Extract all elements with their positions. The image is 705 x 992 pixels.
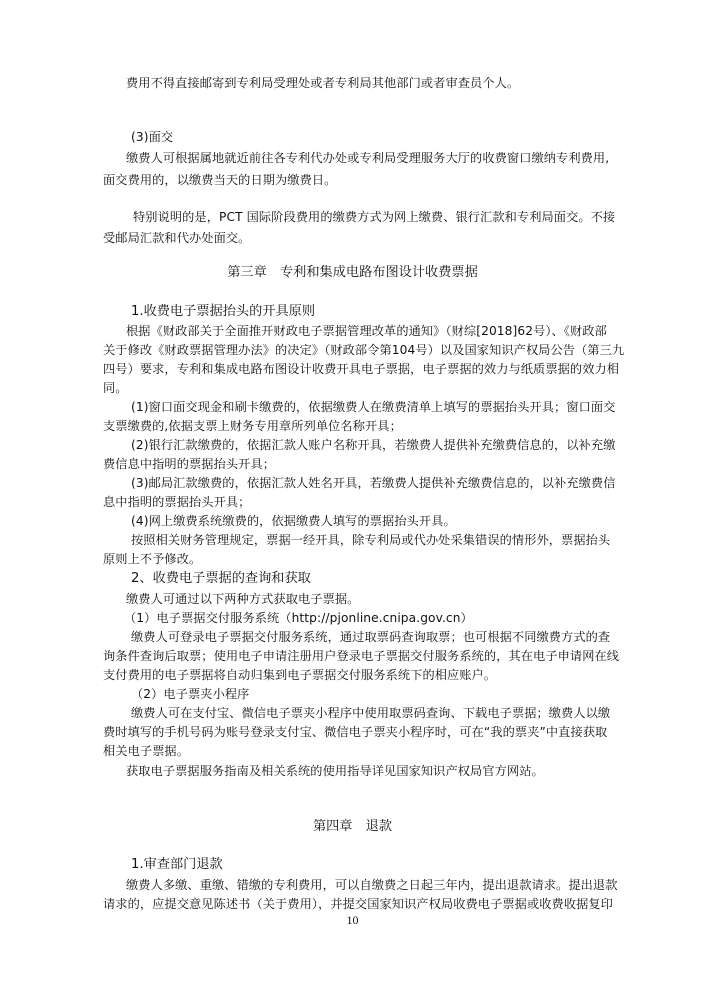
text-line: (3)面交	[131, 130, 174, 144]
text-line: （1）电子票据交付服务系统（http://pjonline.cnipa.gov.cn）	[124, 611, 473, 625]
text-line: 缴费人可根据属地就近前往各专利代办处或专利局受理服务大厅的收费窗口缴纳专利费用,	[126, 151, 610, 165]
section-heading: 1.审查部门退款	[131, 857, 223, 872]
chapter-heading: 第四章 退款	[312, 819, 393, 834]
text-line: 支付费用的电子票据将自动归集到电子票据交付服务系统下的相应账户。	[103, 668, 497, 682]
text-line: 关于修改《财政票据管理办法》的决定》（财政部令第104号）以及国家知识产权局公告（第三九	[103, 343, 625, 357]
text-line: 根据《财政部关于全面推开财政电子票据管理改革的通知》（财综[2018]62号）、《财政部	[126, 324, 607, 338]
section-heading: 2、收费电子票据的查询和获取	[131, 571, 311, 586]
text-line: （2）电子票夹小程序	[131, 687, 250, 701]
text-line: (3)邮局汇款缴费的，依据汇款人姓名开具，若缴费人提供补充缴费信息的，以补充缴费信	[131, 476, 616, 490]
text-line: 息中指明的票据抬头开具；	[103, 495, 251, 509]
text-line: (4)网上缴费系统缴费的，依据缴费人填写的票据抬头开具。	[131, 514, 456, 528]
text-line: 同。	[103, 381, 128, 395]
text-line: 费信息中指明的票据抬头开具；	[103, 457, 276, 471]
text-line: 获取电子票据服务指南及相关系统的使用指导详见国家知识产权局官方网站。	[126, 764, 544, 778]
text-line: 原则上不予修改。	[103, 552, 202, 566]
text-line: 费时填写的手机号码为账号登录支付宝、微信电子票夹小程序时，可在“我的票夹”中直接获取	[103, 725, 608, 739]
text-line: 相关电子票据。	[103, 744, 190, 758]
text-line: 受邮局汇款和代办处面交。	[103, 231, 251, 245]
text-line: 支票缴费的,依据支票上财务专用章所列单位名称开具；	[103, 419, 402, 433]
text-line: 缴费人可登录电子票据交付服务系统，通过取票码查询取票；也可根据不同缴费方式的查	[131, 630, 611, 644]
page-number: 10	[346, 913, 359, 927]
text-line: 四号）要求，专利和集成电路布图设计收费开具电子票据，电子票据的效力与纸质票据的效力相	[103, 362, 620, 376]
text-line: 询条件查询后取票；使用电子申请注册用户登录电子票据交付服务系统的，其在电子申请网在线	[103, 649, 620, 663]
text-line: 按照相关财务管理规定，票据一经开具，除专利局或代办处采集错误的情形外，票据抬头	[131, 533, 611, 547]
section-heading: 1.收费电子票据抬头的开具原则	[131, 304, 316, 319]
text-line: (2)银行汇款缴费的，依据汇款人账户名称开具，若缴费人提供补充缴费信息的，以补充缴	[131, 438, 616, 452]
text-line: 面交费用的，以缴费当天的日期为缴费日。	[103, 173, 337, 187]
text-line: 缴费人可通过以下两种方式获取电子票据。	[126, 592, 360, 606]
chapter-heading: 第三章 专利和集成电路布图设计收费票据	[227, 265, 478, 280]
text-line: 费用不得直接邮寄到专利局受理处或者专利局其他部门或者审查员个人。	[126, 76, 520, 90]
text-line: 缴费人可在支付宝、微信电子票夹小程序中使用取票码查询、下载电子票据；缴费人以缴	[131, 706, 611, 720]
text-line: 特别说明的是，PCT 国际阶段费用的缴费方式为网上缴费、银行汇款和专利局面交。不接	[133, 210, 616, 224]
text-line: 请求的，应提交意见陈述书（关于费用），并提交国家知识产权局收费电子票据或收费收据复印	[103, 897, 613, 911]
text-line: (1)窗口面交现金和刷卡缴费的，依据缴费人在缴费清单上填写的票据抬头开具；窗口面交	[131, 400, 616, 414]
text-line: 缴费人多缴、重缴、错缴的专利费用，可以自缴费之日起三年内，提出退款请求。提出退款	[126, 878, 618, 892]
